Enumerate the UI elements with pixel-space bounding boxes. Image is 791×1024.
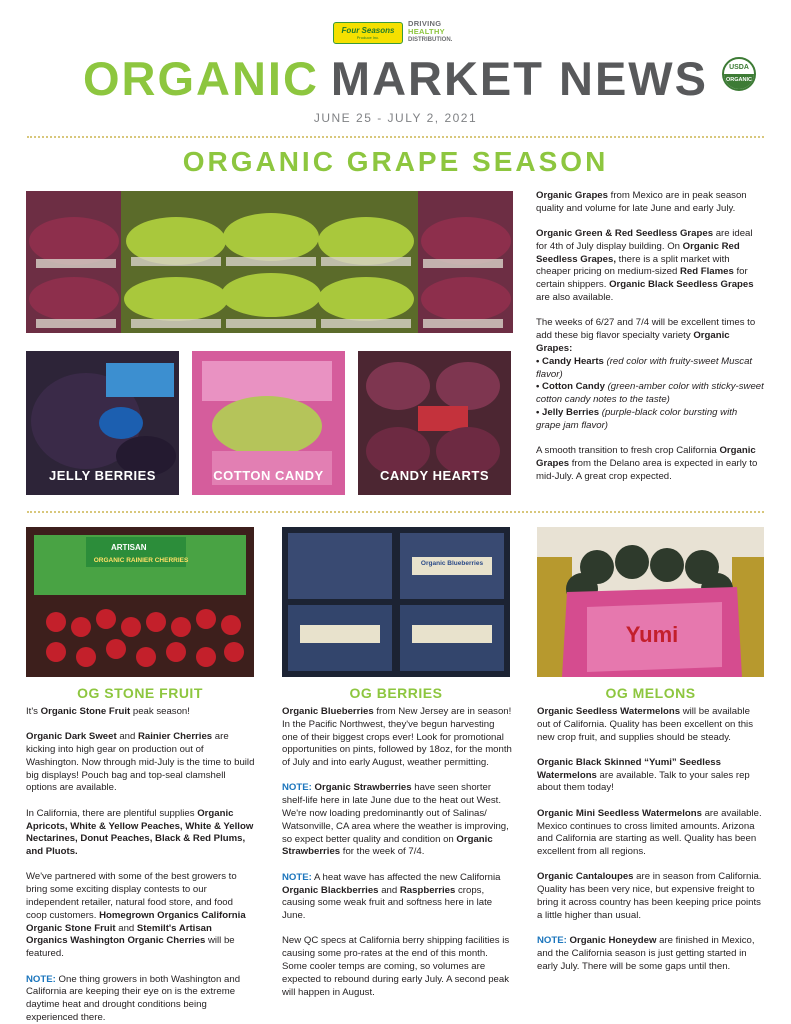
berries-paragraph: Organic Blueberries from New Jersey are in season! In the Pacific Northwest, they've begun harvesting one of their biggest crops ever! Look for promotional opportunities on pints, followed by 18oz, for the month of July and into early August, weather permitting. bbox=[282, 706, 512, 769]
jelly-berries-label: JELLY BERRIES bbox=[49, 468, 156, 483]
grape-bullet: • Jelly Berries (purple-black color bursting with grape jam flavor) bbox=[536, 406, 738, 431]
yumi-logo: Yumi bbox=[625, 622, 679, 647]
logo-subtext: Produce Inc. bbox=[356, 35, 380, 40]
melons-column bbox=[537, 706, 765, 986]
cherry-crate-brand: ARTISAN bbox=[111, 543, 147, 552]
berries-column bbox=[282, 706, 512, 1012]
berries-note: NOTE: A heat wave has affected the new California Organic Blackberries and Raspberries crops, causing some weak fruit and softness here in late June. bbox=[282, 871, 501, 922]
stone-paragraph: In California, there are plentiful supplies Organic Apricots, White & Yellow Peaches, White & Yellow Nectarines, Donut Peaches, Black & Red Plums, and Pluots. bbox=[26, 807, 254, 858]
candy-hearts-photo bbox=[358, 351, 511, 495]
four-seasons-logo bbox=[333, 22, 403, 44]
grape-bullet: • Candy Hearts (red color with fruity-sweet Muscat flavor) bbox=[536, 355, 753, 380]
melons-note: NOTE: Organic Honeydew are finished in Mexico, and the California season is just getting started in early July. There will be some gaps until then. bbox=[537, 935, 755, 972]
grape-bullet: • Cotton Candy (green-amber color with sticky-sweet cotton candy notes to the taste) bbox=[536, 381, 764, 406]
jelly-berries-photo bbox=[26, 351, 179, 495]
grape-paragraph: A smooth transition to fresh crop California Organic Grapes from the Delano area is expected in early to mid-July. A great crop expected. bbox=[536, 445, 758, 482]
blueberry-box-label: Organic Blueberries bbox=[420, 560, 484, 567]
section-title-grapes: ORGANIC GRAPE SEASON bbox=[182, 146, 609, 177]
issue-date: JUNE 25 - JULY 2, 2021 bbox=[313, 111, 478, 125]
melons-paragraph: Organic Seedless Watermelons will be available out of California. Quality has been excellent on this new crop fruit, and supplies should be steady. bbox=[537, 706, 753, 743]
heading-melons: OG MELONS bbox=[605, 685, 696, 701]
cherries-photo bbox=[26, 527, 254, 677]
grape-paragraph: The weeks of 6/27 and 7/4 will be excellent times to add these big flavor specialty variety Organic Grapes: bbox=[536, 317, 756, 354]
logo-text: Four Seasons bbox=[341, 26, 395, 35]
heading-berries: OG BERRIES bbox=[349, 685, 443, 701]
melons-paragraph: Organic Mini Seedless Watermelons are available. Mexico continues to cross limited amounts. Arizona and California are starting as well. Quality has been excellent from all regions. bbox=[537, 807, 762, 858]
melons-paragraph: Organic Black Skinned “Yumi” Seedless Watermelons are available. Talk to your sales rep about them today! bbox=[537, 756, 750, 794]
tagline: DRIVING HEALTHY DISTRIBUTION. bbox=[408, 19, 453, 43]
watermelons-photo bbox=[537, 527, 764, 677]
cotton-candy-photo bbox=[192, 351, 345, 495]
grape-paragraph: Organic Green & Red Seedless Grapes are ideal for 4th of July display building. On Organic Red Seedless Grapes, there is a split market with cheaper pricing on medium-sized Red Flames for certain shippers. Organic Black Seedless Grapes are also available. bbox=[536, 228, 754, 304]
grape-paragraph: Organic Grapes from Mexico are in peak season quality and volume for late June and early July. bbox=[536, 190, 747, 214]
melons-paragraph: Organic Cantaloupes are in season from California. Quality has been very nice, but expensive freight to bring it across country has been keeping price points a little higher than usual. bbox=[537, 871, 762, 921]
grape-display-photo bbox=[26, 191, 513, 333]
title-market-news: MARKET NEWS bbox=[330, 52, 709, 105]
dotted-divider bbox=[27, 136, 764, 138]
candy-hearts-label: CANDY HEARTS bbox=[379, 468, 490, 483]
page-title bbox=[0, 52, 791, 106]
berries-note: NOTE: Organic Strawberries have seen shorter shelf-life here in late June due to the heat out West. We're now loading predominantly out of Salinas/ Watsonville, CA area where the weather is improving, so expect better quality and condition on Organic Strawberries for the week of 7/4. bbox=[282, 782, 509, 858]
cotton-candy-label: COTTON CANDY bbox=[213, 468, 324, 483]
title-organic: ORGANIC bbox=[82, 52, 319, 105]
stone-fruit-column bbox=[26, 706, 256, 1024]
stone-paragraph: It's Organic Stone Fruit peak season! bbox=[26, 706, 190, 717]
usda-organic-seal: USDA ORGANIC bbox=[722, 57, 756, 91]
berries-paragraph: New QC specs at California berry shipping facilities is causing some pro-rates at the end of this month. Some cooler temps are coming, so volumes are expected to rebound during early July. A second peak will happen in August. bbox=[282, 935, 510, 998]
heading-stone-fruit: OG STONE FRUIT bbox=[77, 685, 203, 701]
stone-paragraph: We've partnered with some of the best growers to bring some exciting display contests to our independent retailer, natural food store, and food coop customers. Homegrown Organics California Organic Stone Fruit and Stemilt's Artisan Organics Washington Organic Cherries will be featured. bbox=[26, 871, 246, 960]
cherry-crate-label: ORGANIC RAINIER CHERRIES bbox=[93, 557, 189, 564]
grape-text-column bbox=[536, 190, 764, 496]
stone-paragraph: Organic Dark Sweet and Rainier Cherries are kicking into high gear on production out of Washington. Now through mid-July is the time to build big displays! Pouch bag and top-seal clamshell options are available. bbox=[26, 731, 255, 794]
stone-note: NOTE: One thing growers in both Washington and California are keeping their eye on is the extreme daytime heat and drought conditions being experienced there. bbox=[26, 973, 241, 1023]
dotted-divider bbox=[27, 511, 764, 513]
blueberries-photo bbox=[282, 527, 510, 677]
header-logo-row bbox=[0, 18, 791, 48]
